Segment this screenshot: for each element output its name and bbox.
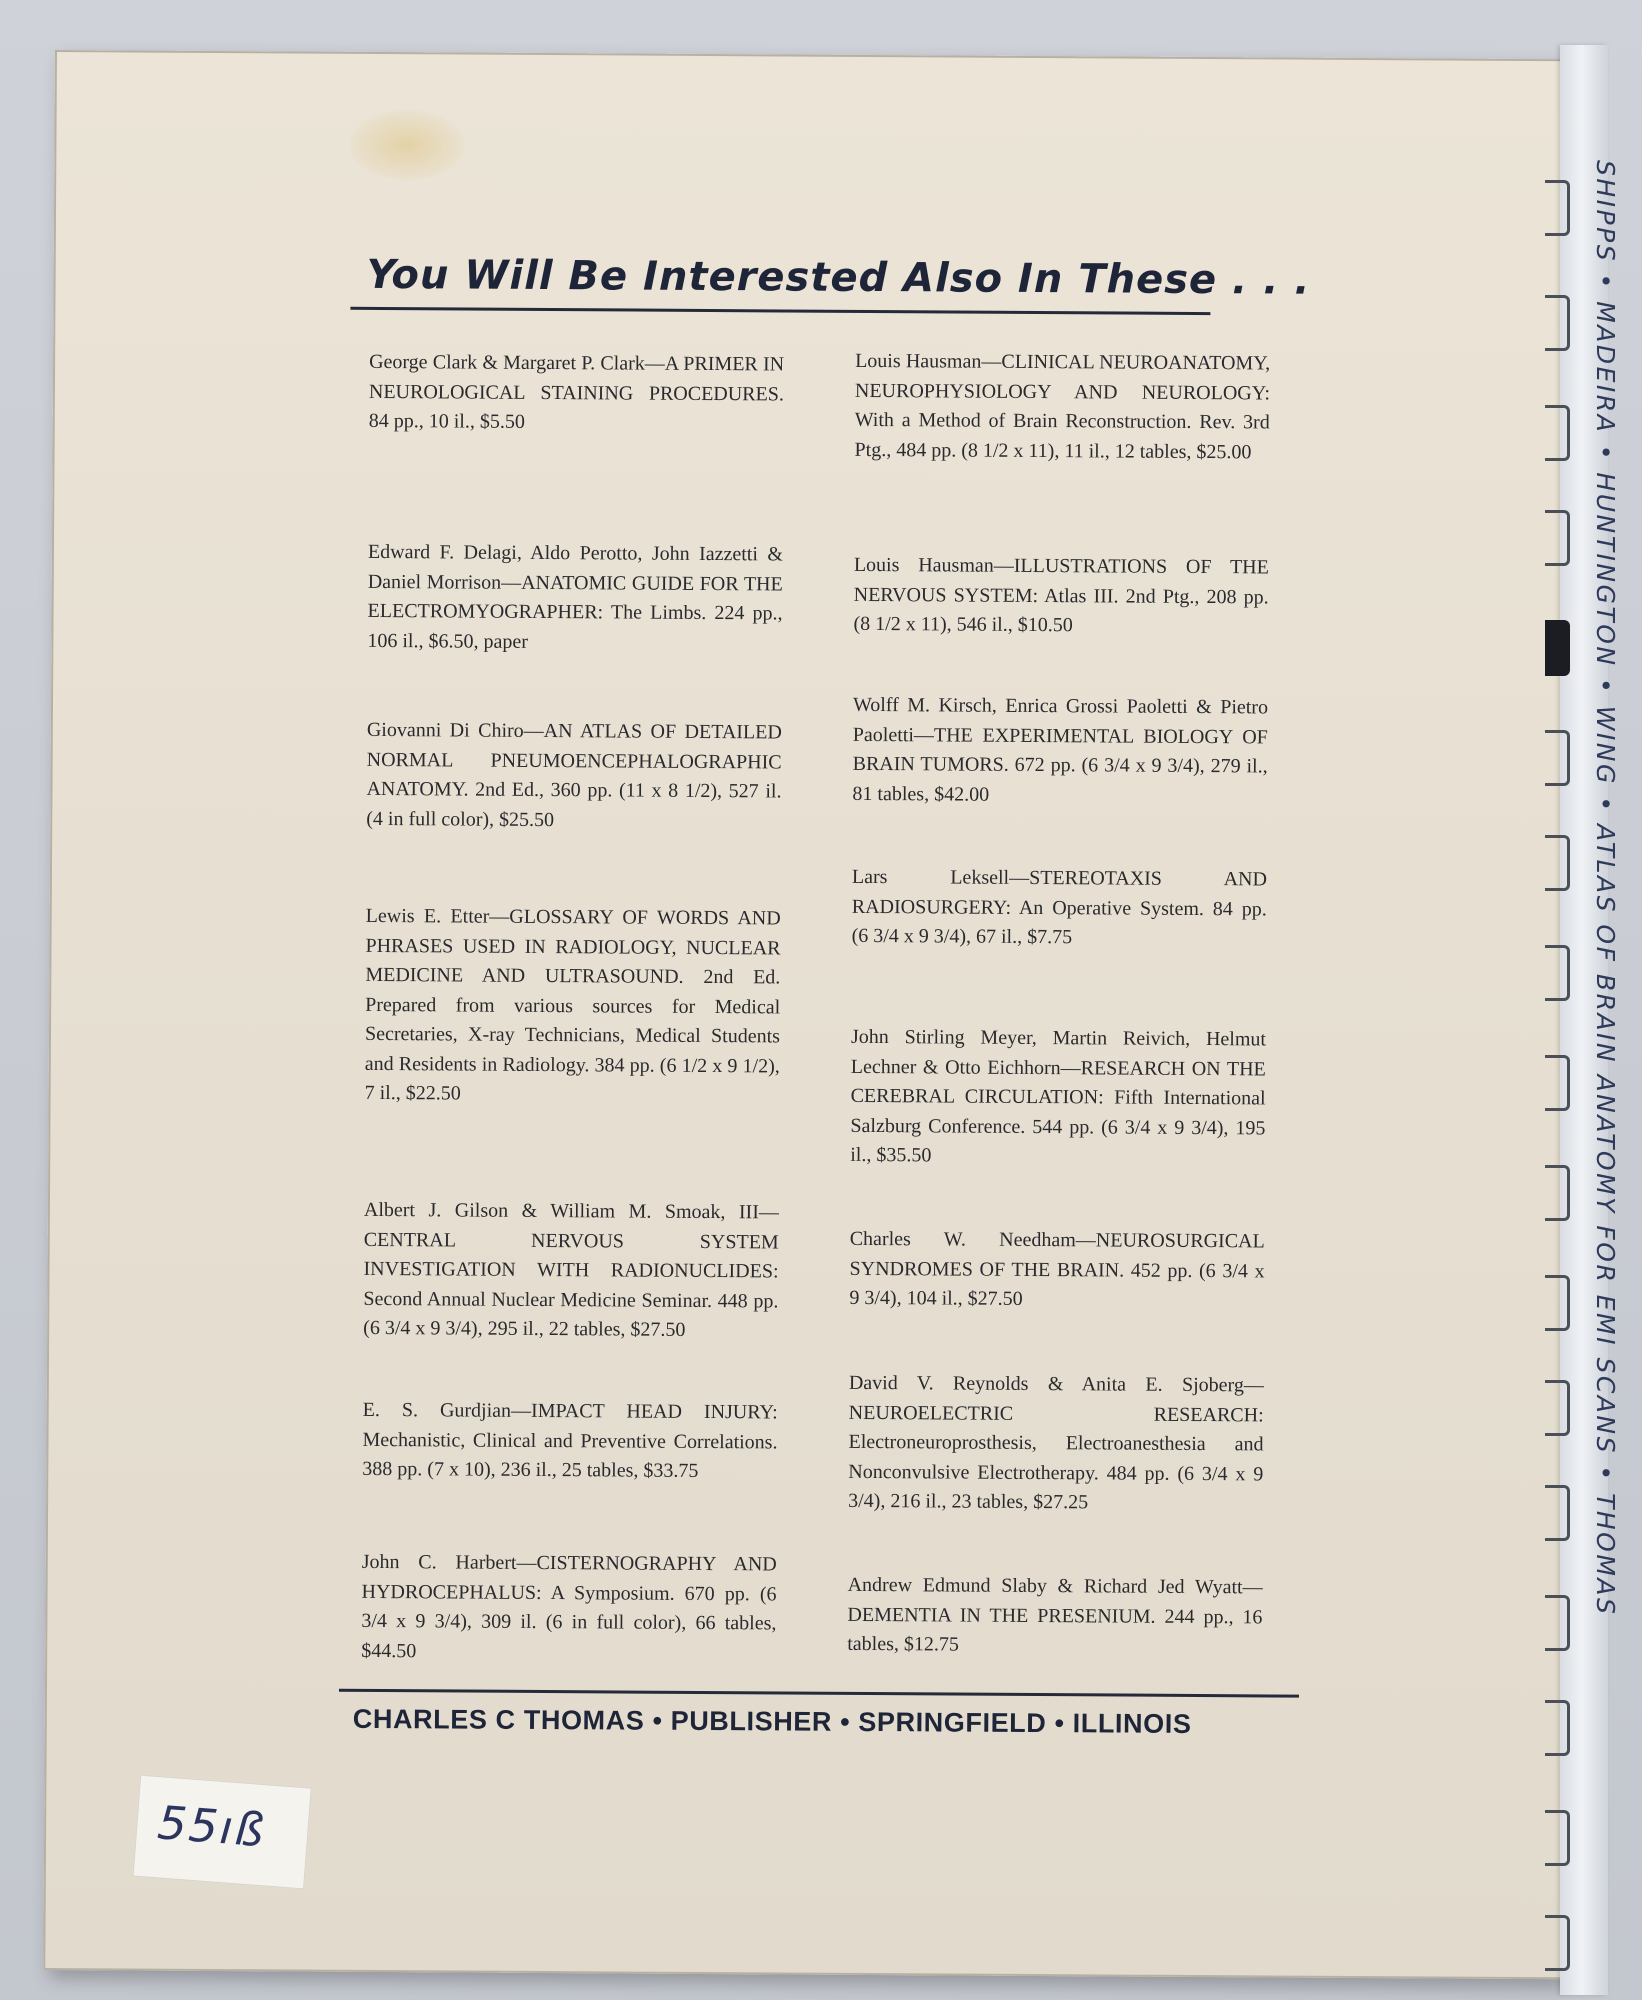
book-entry: Charles W. Needham—NEUROSURGICAL SYNDROMES OF THE BRAIN. 452 pp. (6 3/4 x 9 3/4), 104 il., $27.50 xyxy=(849,1227,1265,1310)
book-entry: John Stirling Meyer, Martin Reivich, Helmut Lechner & Otto Eichhorn—RESEARCH ON THE CEREBRAL CIRCULATION: Fifth International Salzburg Conference. 544 pp. (6 3/4 x 9 3/4), 195 il., $35.50 xyxy=(850,1025,1267,1167)
footer-divider xyxy=(339,1689,1299,1698)
book-entry: Edward F. Delagi, Aldo Perotto, John Iazzetti & Daniel Morrison—ANATOMIC GUIDE FOR THE ELECTROMYOGRAPHER: The Limbs. 224 pp., 106 il., $6.50, paper xyxy=(367,540,783,653)
binding-ring xyxy=(1545,1810,1570,1866)
binding-ring xyxy=(1545,835,1570,891)
book-entry: E. S. Gurdjian—IMPACT HEAD INJURY: Mechanistic, Clinical and Preventive Correlations. 388 pp. (7 x 10), 236 il., 25 tables, $33.75 xyxy=(362,1398,778,1482)
book-entry: George Clark & Margaret P. Clark—A PRIMER IN NEUROLOGICAL STAINING PROCEDURES. 84 pp., 10 il., $5.50 xyxy=(368,350,785,433)
book-entry: Lars Leksell—STEREOTAXIS AND RADIOSURGERY: An Operative System. 84 pp. (6 3/4 x 9 3/4), 67 il., $7.75 xyxy=(851,865,1268,949)
book-entry: Lewis E. Etter—GLOSSARY OF WORDS AND PHRASES USED IN RADIOLOGY, NUCLEAR MEDICINE AND ULTRASOUND. 2nd Ed. Prepared from various sources for Medical Secretaries, X-ray Technicians, Medical Students and Residents in Radiology. 384 pp. (6 1/2 x 9 1/2), 7 il., $22.50 xyxy=(364,904,781,1105)
stain-mark xyxy=(349,110,464,181)
binding-ring xyxy=(1545,1055,1570,1111)
book-entry: John C. Harbert—CISTERNOGRAPHY AND HYDROCEPHALUS: A Symposium. 670 pp. (6 3/4 x 9 3/4), 309 il. (6 in full color), 66 tables, $44.50 xyxy=(361,1550,777,1662)
book-entry: Wolff M. Kirsch, Enrica Grossi Paoletti & Pietro Paoletti—THE EXPERIMENTAL BIOLOGY OF BRAIN TUMORS. 672 pp. (6 3/4 x 9 3/4), 279 il., 81 tables, $42.00 xyxy=(852,693,1269,806)
binding-ring xyxy=(1545,405,1570,461)
book-entry: Louis Hausman—CLINICAL NEUROANATOMY, NEUROPHYSIOLOGY AND NEUROLOGY: With a Method of Brain Reconstruction. Rev. 3rd Ptg., 484 pp. (8 1/2 x 11), 11 il., 12 tables, $25.00 xyxy=(854,349,1271,463)
binding-ring xyxy=(1545,1165,1570,1221)
sticker-handwriting: 55ıß xyxy=(155,1795,268,1858)
binding-ring xyxy=(1545,1275,1570,1331)
back-cover-page xyxy=(43,50,1575,1979)
book-entry: David V. Reynolds & Anita E. Sjoberg—NEUROELECTRIC RESEARCH: Electroneuroprosthesis, Electroanesthesia and Nonconvulsive Electrotherapy. 484 pp. (6 3/4 x 9 3/4), 216 il., 23 tables, $27.25 xyxy=(848,1371,1264,1514)
binding-ring xyxy=(1545,180,1570,236)
binding-ring xyxy=(1545,945,1570,1001)
page-title: You Will Be Interested Also In These . . . xyxy=(366,251,1311,304)
book-list-right xyxy=(847,347,1271,1656)
binding-ring xyxy=(1545,730,1570,786)
book-entry: Louis Hausman—ILLUSTRATIONS OF THE NERVOUS SYSTEM: Atlas III. 2nd Ptg., 208 pp. (8 1/2 x 11), 546 il., $10.50 xyxy=(853,553,1269,637)
binding-ring xyxy=(1545,1485,1570,1541)
book-entry: Andrew Edmund Slaby & Richard Jed Wyatt—DEMENTIA IN THE PRESENIUM. 244 pp., 16 tables, $12.75 xyxy=(847,1573,1263,1656)
binding-ring xyxy=(1545,620,1570,676)
binding-ring xyxy=(1545,1915,1570,1971)
binding-ring xyxy=(1545,510,1570,566)
publisher-line: CHARLES C THOMAS • PUBLISHER • SPRINGFIELD • ILLINOIS xyxy=(352,1703,1192,1739)
title-divider xyxy=(350,307,1210,315)
book-entry: Giovanni Di Chiro—AN ATLAS OF DETAILED NORMAL PNEUMOENCEPHALOGRAPHIC ANATOMY. 2nd Ed., 360 pp. (11 x 8 1/2), 527 il. (4 in full color), $25.50 xyxy=(366,718,782,831)
binding-ring xyxy=(1545,1700,1570,1756)
binding-ring xyxy=(1545,295,1570,351)
book-list-left xyxy=(361,348,785,1662)
binding-ring xyxy=(1545,1380,1570,1436)
binding-ring xyxy=(1545,1595,1570,1651)
spine-title: SHIPPS • MADEIRA • HUNTINGTON • WING • ATLAS OF BRAIN ANATOMY FOR EMI SCANS • THOMAS xyxy=(1591,160,1620,1617)
book-entry: Albert J. Gilson & William M. Smoak, III—CENTRAL NERVOUS SYSTEM INVESTIGATION WITH RADIONUCLIDES: Second Annual Nuclear Medicine Seminar. 448 pp. (6 3/4 x 9 3/4), 295 il., 22 tables, $27.50 xyxy=(363,1198,779,1341)
price-sticker xyxy=(132,1775,311,1890)
